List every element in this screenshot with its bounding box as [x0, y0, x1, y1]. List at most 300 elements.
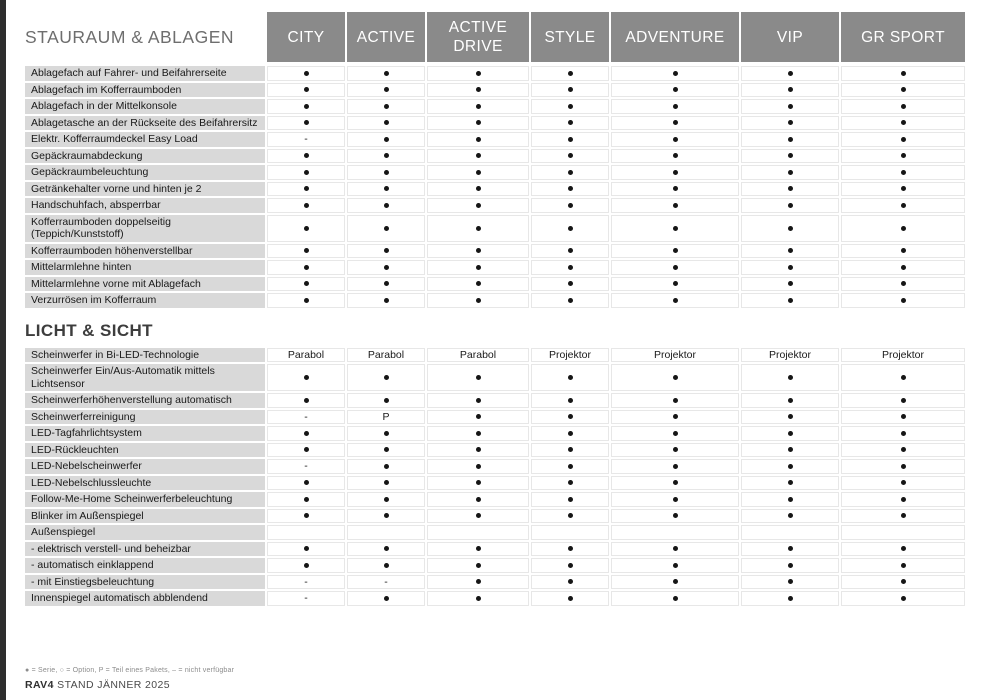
- feature-value-cell: [741, 393, 839, 408]
- series-dot-icon: [673, 203, 678, 208]
- series-dot-icon: [568, 137, 573, 142]
- series-dot-icon: [476, 87, 481, 92]
- feature-value-cell: [611, 277, 739, 292]
- feature-value-cell: [741, 66, 839, 81]
- feature-label: Scheinwerferhöhenverstellung automatisch: [25, 393, 265, 408]
- feature-value-cell: [267, 198, 345, 213]
- series-dot-icon: [384, 120, 389, 125]
- series-dot-icon: [384, 546, 389, 551]
- series-dot-icon: [476, 579, 481, 584]
- feature-value-cell: [427, 260, 529, 275]
- feature-value-cell: [841, 459, 965, 474]
- series-dot-icon: [568, 298, 573, 303]
- feature-label: - automatisch einklappend: [25, 558, 265, 573]
- feature-value-cell: [531, 509, 609, 524]
- feature-value-cell: [841, 542, 965, 557]
- feature-row: [25, 260, 966, 275]
- series-dot-icon: [476, 71, 481, 76]
- series-dot-icon: [673, 431, 678, 436]
- series-dot-icon: [384, 464, 389, 469]
- series-dot-icon: [901, 170, 906, 175]
- feature-value-cell: [531, 149, 609, 164]
- series-dot-icon: [476, 414, 481, 419]
- series-dot-icon: [476, 464, 481, 469]
- feature-value-cell: [347, 443, 425, 458]
- feature-value-cell: [427, 364, 529, 391]
- feature-value-cell: [741, 260, 839, 275]
- feature-value-cell: [347, 393, 425, 408]
- series-dot-icon: [901, 248, 906, 253]
- series-dot-icon: [568, 186, 573, 191]
- feature-value-cell: [267, 426, 345, 441]
- series-dot-icon: [304, 298, 309, 303]
- series-dot-icon: [901, 431, 906, 436]
- feature-value-cell: [611, 83, 739, 98]
- feature-row: [25, 558, 966, 573]
- series-dot-icon: [788, 375, 793, 380]
- feature-value-cell: [427, 459, 529, 474]
- column-header-adventure: ADVENTURE: [611, 12, 739, 62]
- feature-label: LED-Nebelschlussleuchte: [25, 476, 265, 491]
- series-dot-icon: [476, 170, 481, 175]
- feature-label: Gepäckraumbeleuchtung: [25, 165, 265, 180]
- series-dot-icon: [788, 153, 793, 158]
- series-dot-icon: [476, 596, 481, 601]
- feature-value-cell: [531, 492, 609, 507]
- series-dot-icon: [901, 298, 906, 303]
- feature-row: [25, 476, 966, 491]
- feature-value-cell: [427, 66, 529, 81]
- feature-value-cell: -: [267, 132, 345, 147]
- feature-value-cell: [427, 116, 529, 131]
- feature-value-cell: -: [267, 575, 345, 590]
- feature-value-cell: [531, 83, 609, 98]
- feature-value-cell: [741, 165, 839, 180]
- feature-row: [25, 509, 966, 524]
- feature-label: Außenspiegel: [25, 525, 265, 540]
- series-dot-icon: [568, 579, 573, 584]
- feature-value-cell: [611, 476, 739, 491]
- series-dot-icon: [673, 265, 678, 270]
- series-dot-icon: [476, 447, 481, 452]
- feature-value-cell: [427, 410, 529, 425]
- feature-value-cell: [741, 83, 839, 98]
- feature-value-cell: [611, 198, 739, 213]
- feature-value-cell: -: [347, 575, 425, 590]
- feature-row: [25, 393, 966, 408]
- series-dot-icon: [568, 203, 573, 208]
- feature-value-cell: [841, 182, 965, 197]
- series-dot-icon: [788, 480, 793, 485]
- series-dot-icon: [568, 248, 573, 253]
- feature-value-cell: [611, 459, 739, 474]
- feature-label: Kofferraumboden doppelseitig (Teppich/Kunststoff): [25, 215, 265, 242]
- series-dot-icon: [304, 398, 309, 403]
- series-dot-icon: [788, 226, 793, 231]
- series-dot-icon: [384, 137, 389, 142]
- feature-row: [25, 132, 966, 147]
- feature-value-cell: [267, 215, 345, 242]
- feature-value-cell: [427, 198, 529, 213]
- series-dot-icon: [384, 226, 389, 231]
- feature-value-cell: [611, 410, 739, 425]
- series-dot-icon: [901, 226, 906, 231]
- feature-row: [25, 293, 966, 308]
- series-dot-icon: [384, 513, 389, 518]
- feature-label: Mittelarmlehne hinten: [25, 260, 265, 275]
- feature-value-cell: [841, 198, 965, 213]
- series-dot-icon: [476, 513, 481, 518]
- feature-label: Ablagefach auf Fahrer- und Beifahrerseite: [25, 66, 265, 81]
- feature-value-cell: [347, 165, 425, 180]
- feature-value-cell: [347, 277, 425, 292]
- feature-value-cell: [531, 393, 609, 408]
- series-dot-icon: [788, 248, 793, 253]
- feature-row: [25, 542, 966, 557]
- series-dot-icon: [788, 203, 793, 208]
- feature-value-cell: [427, 277, 529, 292]
- feature-value-cell: [741, 443, 839, 458]
- feature-value-cell: [347, 260, 425, 275]
- feature-value-cell: [841, 132, 965, 147]
- feature-value-cell: [531, 459, 609, 474]
- series-dot-icon: [673, 71, 678, 76]
- series-dot-icon: [476, 265, 481, 270]
- series-dot-icon: [304, 513, 309, 518]
- series-dot-icon: [901, 87, 906, 92]
- series-dot-icon: [476, 563, 481, 568]
- series-dot-icon: [568, 546, 573, 551]
- feature-value-cell: [841, 558, 965, 573]
- series-dot-icon: [304, 104, 309, 109]
- feature-value-cell: [347, 132, 425, 147]
- series-dot-icon: [304, 497, 309, 502]
- series-dot-icon: [788, 464, 793, 469]
- series-dot-icon: [788, 497, 793, 502]
- series-dot-icon: [673, 281, 678, 286]
- licht-sicht-rows: [25, 348, 966, 608]
- feature-label: Follow-Me-Home Scheinwerferbeleuchtung: [25, 492, 265, 507]
- feature-value-cell: [427, 293, 529, 308]
- series-dot-icon: [568, 447, 573, 452]
- series-dot-icon: [304, 546, 309, 551]
- feature-label: Blinker im Außenspiegel: [25, 509, 265, 524]
- series-dot-icon: [476, 137, 481, 142]
- series-dot-icon: [568, 120, 573, 125]
- feature-value-cell: [267, 83, 345, 98]
- feature-value-cell: [841, 575, 965, 590]
- feature-value-cell: Parabol: [267, 348, 345, 363]
- series-dot-icon: [901, 104, 906, 109]
- series-dot-icon: [788, 546, 793, 551]
- legend-text: ● = Serie, ○ = Option, P = Teil eines Pakets, – = nicht verfügbar: [25, 667, 235, 674]
- series-dot-icon: [384, 563, 389, 568]
- series-dot-icon: [304, 281, 309, 286]
- feature-label: LED-Tagfahrlichtsystem: [25, 426, 265, 441]
- feature-value-cell: [611, 66, 739, 81]
- series-dot-icon: [476, 248, 481, 253]
- feature-label: Handschuhfach, absperrbar: [25, 198, 265, 213]
- feature-value-cell: [611, 165, 739, 180]
- feature-value-cell: [427, 542, 529, 557]
- feature-value-cell: [841, 244, 965, 259]
- feature-value-cell: [427, 476, 529, 491]
- feature-value-cell: [841, 591, 965, 606]
- series-dot-icon: [673, 398, 678, 403]
- series-dot-icon: [788, 120, 793, 125]
- series-dot-icon: [788, 104, 793, 109]
- series-dot-icon: [384, 203, 389, 208]
- series-dot-icon: [568, 153, 573, 158]
- feature-value-cell: [531, 215, 609, 242]
- series-dot-icon: [788, 563, 793, 568]
- feature-value-cell: [741, 99, 839, 114]
- feature-value-cell: [347, 293, 425, 308]
- feature-value-cell: [267, 558, 345, 573]
- series-dot-icon: [568, 170, 573, 175]
- feature-value-cell: [841, 165, 965, 180]
- series-dot-icon: [568, 563, 573, 568]
- series-dot-icon: [901, 596, 906, 601]
- feature-value-cell: [531, 591, 609, 606]
- feature-value-cell: [427, 492, 529, 507]
- feature-label: Elektr. Kofferraumdeckel Easy Load: [25, 132, 265, 147]
- series-dot-icon: [384, 87, 389, 92]
- feature-value-cell: [347, 476, 425, 491]
- feature-value-cell: [347, 215, 425, 242]
- feature-value-cell: [531, 244, 609, 259]
- series-dot-icon: [304, 87, 309, 92]
- series-dot-icon: [673, 464, 678, 469]
- feature-value-cell: [427, 149, 529, 164]
- feature-row: [25, 116, 966, 131]
- feature-value-cell: [427, 525, 529, 540]
- series-dot-icon: [568, 104, 573, 109]
- feature-value-cell: [267, 277, 345, 292]
- feature-value-cell: [841, 277, 965, 292]
- feature-value-cell: [531, 165, 609, 180]
- feature-label: Scheinwerferreinigung: [25, 410, 265, 425]
- feature-value-cell: [741, 149, 839, 164]
- series-dot-icon: [384, 104, 389, 109]
- feature-row: [25, 244, 966, 259]
- series-dot-icon: [901, 480, 906, 485]
- series-dot-icon: [384, 298, 389, 303]
- feature-value-cell: [741, 476, 839, 491]
- feature-label: - elektrisch verstell- und beheizbar: [25, 542, 265, 557]
- feature-value-cell: [741, 364, 839, 391]
- series-dot-icon: [673, 579, 678, 584]
- feature-row: [25, 165, 966, 180]
- series-dot-icon: [476, 546, 481, 551]
- series-dot-icon: [901, 398, 906, 403]
- series-dot-icon: [673, 87, 678, 92]
- feature-value-cell: [841, 215, 965, 242]
- series-dot-icon: [901, 563, 906, 568]
- feature-value-cell: [741, 426, 839, 441]
- feature-value-cell: [267, 149, 345, 164]
- feature-value-cell: [427, 165, 529, 180]
- series-dot-icon: [788, 579, 793, 584]
- series-dot-icon: [384, 375, 389, 380]
- series-dot-icon: [384, 153, 389, 158]
- series-dot-icon: [788, 87, 793, 92]
- series-dot-icon: [384, 596, 389, 601]
- series-dot-icon: [901, 265, 906, 270]
- feature-value-cell: [531, 476, 609, 491]
- feature-value-cell: -: [267, 459, 345, 474]
- series-dot-icon: [901, 464, 906, 469]
- feature-value-cell: [531, 410, 609, 425]
- series-dot-icon: [304, 265, 309, 270]
- series-dot-icon: [901, 414, 906, 419]
- series-dot-icon: [476, 186, 481, 191]
- feature-value-cell: Projektor: [611, 348, 739, 363]
- feature-value-cell: [427, 244, 529, 259]
- column-header-vip: VIP: [741, 12, 839, 62]
- feature-value-cell: [531, 198, 609, 213]
- feature-value-cell: [267, 476, 345, 491]
- feature-value-cell: [427, 132, 529, 147]
- feature-value-cell: Projektor: [531, 348, 609, 363]
- series-dot-icon: [304, 248, 309, 253]
- feature-row: [25, 575, 966, 590]
- column-header-active-drive: ACTIVE DRIVE: [427, 12, 529, 62]
- feature-value-cell: [267, 66, 345, 81]
- feature-value-cell: [741, 509, 839, 524]
- series-dot-icon: [476, 298, 481, 303]
- feature-label: Innenspiegel automatisch abblendend: [25, 591, 265, 606]
- series-dot-icon: [568, 414, 573, 419]
- series-dot-icon: [568, 497, 573, 502]
- feature-value-cell: [427, 591, 529, 606]
- feature-value-cell: [741, 215, 839, 242]
- feature-value-cell: [531, 66, 609, 81]
- series-dot-icon: [673, 186, 678, 191]
- feature-value-cell: [841, 426, 965, 441]
- feature-value-cell: [841, 149, 965, 164]
- section-title-licht-sicht: LICHT & SICHT: [25, 320, 153, 340]
- feature-row: [25, 591, 966, 606]
- feature-value-cell: [741, 575, 839, 590]
- feature-value-cell: [531, 525, 609, 540]
- feature-value-cell: [347, 182, 425, 197]
- series-dot-icon: [788, 596, 793, 601]
- feature-value-cell: [347, 99, 425, 114]
- series-dot-icon: [788, 137, 793, 142]
- feature-value-cell: [611, 558, 739, 573]
- feature-row: [25, 348, 966, 363]
- feature-value-cell: [531, 364, 609, 391]
- feature-row: [25, 443, 966, 458]
- feature-value-cell: [741, 198, 839, 213]
- series-dot-icon: [673, 497, 678, 502]
- series-dot-icon: [568, 226, 573, 231]
- column-header-style: STYLE: [531, 12, 609, 62]
- page-left-edge: [0, 0, 6, 700]
- series-dot-icon: [476, 398, 481, 403]
- feature-value-cell: -: [267, 410, 345, 425]
- series-dot-icon: [476, 281, 481, 286]
- feature-value-cell: [611, 132, 739, 147]
- series-dot-icon: [901, 203, 906, 208]
- series-dot-icon: [788, 186, 793, 191]
- feature-value-cell: [267, 443, 345, 458]
- series-dot-icon: [673, 375, 678, 380]
- series-dot-icon: [476, 104, 481, 109]
- feature-value-cell: [611, 492, 739, 507]
- feature-value-cell: [611, 364, 739, 391]
- section-title-stauraum-ablagen: STAURAUM & ABLAGEN: [25, 26, 235, 47]
- document-title: [25, 679, 966, 691]
- series-dot-icon: [384, 170, 389, 175]
- series-dot-icon: [304, 431, 309, 436]
- series-dot-icon: [384, 431, 389, 436]
- feature-value-cell: Parabol: [347, 348, 425, 363]
- feature-value-cell: [841, 476, 965, 491]
- feature-value-cell: [531, 132, 609, 147]
- feature-row: [25, 459, 966, 474]
- series-dot-icon: [901, 497, 906, 502]
- feature-value-cell: [427, 509, 529, 524]
- feature-value-cell: [267, 99, 345, 114]
- feature-value-cell: [267, 116, 345, 131]
- series-dot-icon: [901, 71, 906, 76]
- feature-value-cell: Projektor: [841, 348, 965, 363]
- column-header-city: CITY: [267, 12, 345, 62]
- series-dot-icon: [384, 447, 389, 452]
- series-dot-icon: [384, 281, 389, 286]
- feature-value-cell: [741, 116, 839, 131]
- series-dot-icon: [901, 281, 906, 286]
- series-dot-icon: [788, 281, 793, 286]
- series-dot-icon: [673, 120, 678, 125]
- series-dot-icon: [673, 546, 678, 551]
- series-dot-icon: [304, 186, 309, 191]
- feature-value-cell: [347, 364, 425, 391]
- feature-value-cell: [741, 244, 839, 259]
- page-content: [25, 12, 966, 700]
- feature-value-cell: [841, 260, 965, 275]
- feature-value-cell: [347, 66, 425, 81]
- feature-value-cell: [841, 66, 965, 81]
- feature-value-cell: [841, 410, 965, 425]
- feature-row: [25, 364, 966, 391]
- column-header-gr-sport: GR SPORT: [841, 12, 965, 62]
- series-dot-icon: [568, 87, 573, 92]
- feature-value-cell: [531, 260, 609, 275]
- feature-value-cell: [267, 293, 345, 308]
- feature-value-cell: [267, 182, 345, 197]
- feature-value-cell: [427, 575, 529, 590]
- table-header-row: [25, 12, 966, 62]
- series-dot-icon: [384, 186, 389, 191]
- feature-row: [25, 492, 966, 507]
- feature-value-cell: [347, 525, 425, 540]
- feature-value-cell: [347, 244, 425, 259]
- document-subtitle: STAND JÄNNER 2025: [57, 679, 170, 691]
- feature-value-cell: [427, 443, 529, 458]
- series-dot-icon: [788, 298, 793, 303]
- feature-value-cell: [611, 182, 739, 197]
- feature-row: [25, 149, 966, 164]
- feature-value-cell: [267, 364, 345, 391]
- series-dot-icon: [901, 375, 906, 380]
- series-dot-icon: [673, 563, 678, 568]
- feature-value-cell: [347, 542, 425, 557]
- feature-value-cell: [531, 116, 609, 131]
- feature-value-cell: [347, 459, 425, 474]
